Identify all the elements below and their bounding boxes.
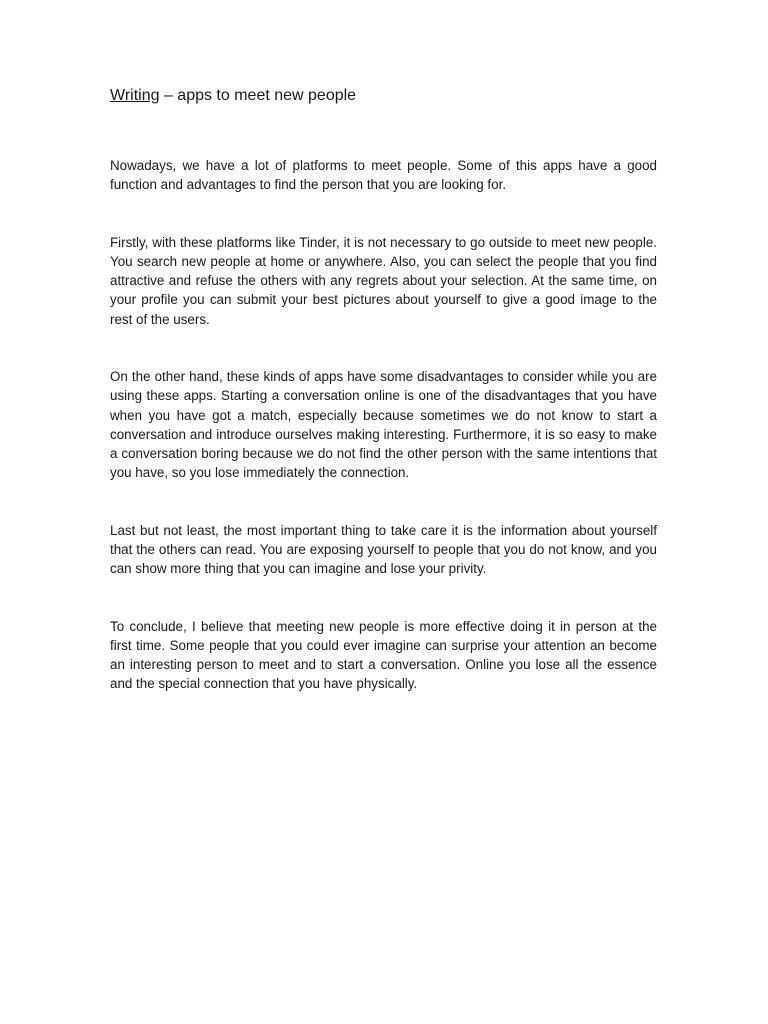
paragraph-advantages: Firstly, with these platforms like Tinder, it is not necessary to go outside to meet new people. You search new people at home or anywhere. Also, you can select the people that you find attractive and refuse the others with any regrets about your selection. At the same time, on your profile you can submit your best pictures about yourself to give a good image to the rest of the users. xyxy=(110,234,657,327)
paragraph-privacy: Last but not least, the most important thing to take care it is the information about yourself that the others can read. You are exposing yourself to people that you do not know, and you can show more thing that you can imagine and lose your privity. xyxy=(110,522,657,577)
paragraph-conclusion: To conclude, I believe that meeting new people is more effective doing it in person at the first time. Some people that you could ever imagine can surprise your attention an become an interesting person to meet and to start a conversation. Online you lose all the essence and the special connection that you have physically. xyxy=(110,618,657,692)
paragraph-disadvantages: On the other hand, these kinds of apps have some disadvantages to consider while you are using these apps. Starting a conversation online is one of the disadvantages that you have when you have got a match, especially because sometimes we do not know to start a conversation and introduce ourselves making interesting. Furthermore, it is so easy to make a conversation boring because we do not find the other person with the same intentions that you have, so you lose immediately the connection. xyxy=(110,369,657,481)
paragraph-intro: Nowadays, we have a lot of platforms to meet people. Some of this apps have a good function and advantages to find the person that you are looking for. xyxy=(110,158,657,193)
document-page xyxy=(110,84,657,732)
title-underlined-word: Writing xyxy=(110,87,160,104)
title-rest: – apps to meet new people xyxy=(159,87,357,104)
document-title xyxy=(110,84,657,108)
